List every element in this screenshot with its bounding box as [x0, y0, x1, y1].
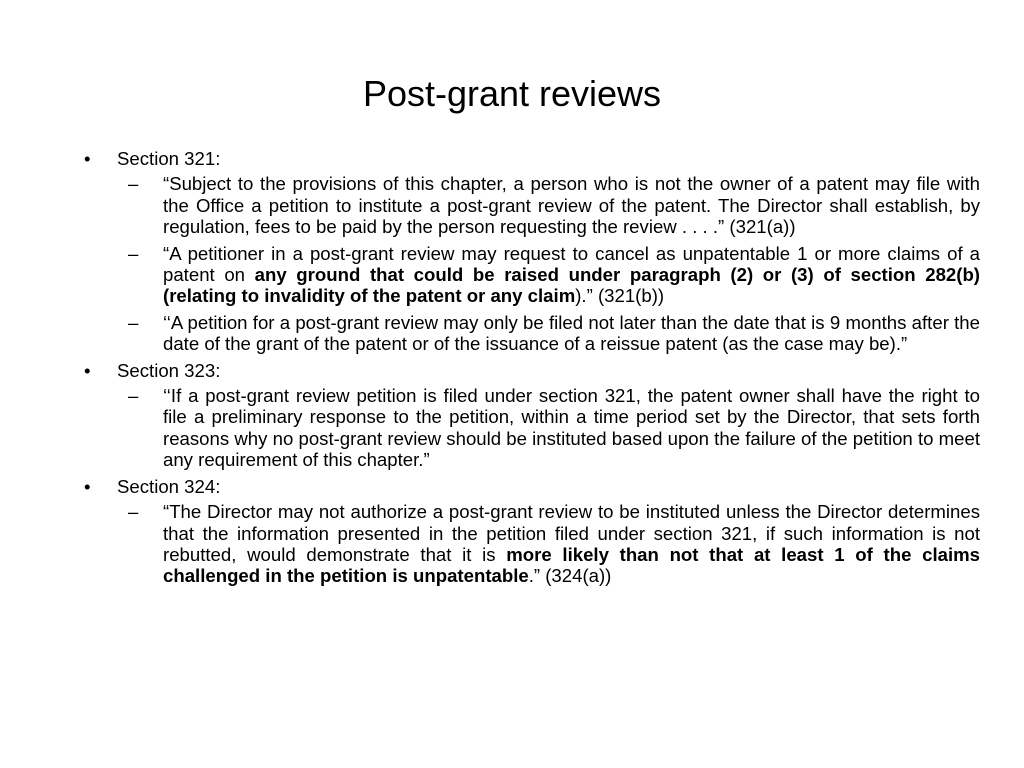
quote-text — [163, 243, 980, 307]
quote-item — [74, 501, 980, 587]
section-324 — [74, 476, 980, 587]
section-label: Section 323: — [117, 359, 221, 381]
quote-text — [163, 312, 980, 355]
quote-segment: “A petitioner in a post-grant review may request to cancel as unpatentable 1 or more claims of a patent on — [163, 242, 980, 286]
quote-segment: ).” (321(b)) — [575, 285, 665, 307]
section-323 — [74, 360, 980, 471]
section-321 — [74, 148, 980, 355]
quote-item — [74, 312, 980, 355]
bullet-icon: • — [84, 475, 91, 497]
quote-item — [74, 173, 980, 237]
sub-list — [117, 173, 980, 354]
quote-segment: .” (324(a)) — [528, 565, 612, 587]
section-label: Section 321: — [117, 148, 221, 169]
quote-segment: “Subject to the provisions of this chapter, a person who is not the owner of a patent may file with the Office a petition to institute a post-grant review of the patent. The Director shall establish, by regulation, fees to be paid by the person requesting the review . . . .” (321(a)) — [163, 173, 980, 238]
quote-emphasis: any ground that could be raised under paragraph (2) or (3) of section 282(b) (relating to invalidity of the patent or any claim — [163, 264, 980, 307]
quote-segment: “The Director may not authorize a post-grant review to be instituted unless the Director determines that the information presented in the petition filed under section 321, if such information is not rebutted, would demonstrate that it is — [163, 501, 980, 565]
dash-icon: – — [128, 385, 139, 407]
dash-icon: – — [128, 501, 139, 523]
sub-list — [117, 385, 980, 471]
bullet-icon: • — [84, 148, 91, 169]
sub-list — [117, 501, 980, 587]
quote-text — [163, 385, 980, 471]
quote-item — [74, 385, 980, 471]
bullet-icon: • — [84, 359, 91, 381]
quote-item — [74, 243, 980, 307]
quote-text — [163, 173, 980, 237]
slide-content — [74, 148, 980, 592]
dash-icon: – — [128, 173, 139, 195]
dash-icon: – — [128, 311, 139, 333]
quote-segment: ‘‘If a post-grant review petition is filed under section 321, the patent owner shall have the right to file a preliminary response to the petition, within a time period set by the Director, that sets forth reasons why no post-grant review should be instituted based upon the failure of the petition to meet any requirement of this chapter.” — [163, 385, 980, 471]
slide-title: Post-grant reviews — [362, 73, 662, 114]
quote-segment: ‘‘A petition for a post-grant review may only be filed not later than the date that is 9 months after the date of the grant of the patent or of the issuance of a reissue patent (as the case may be).” — [163, 311, 980, 355]
dash-icon: – — [128, 242, 139, 264]
section-label: Section 324: — [117, 475, 221, 497]
quote-emphasis: more likely than not that at least 1 of the claims challenged in the petition is unpatentable — [163, 543, 981, 587]
quote-text — [163, 501, 980, 587]
